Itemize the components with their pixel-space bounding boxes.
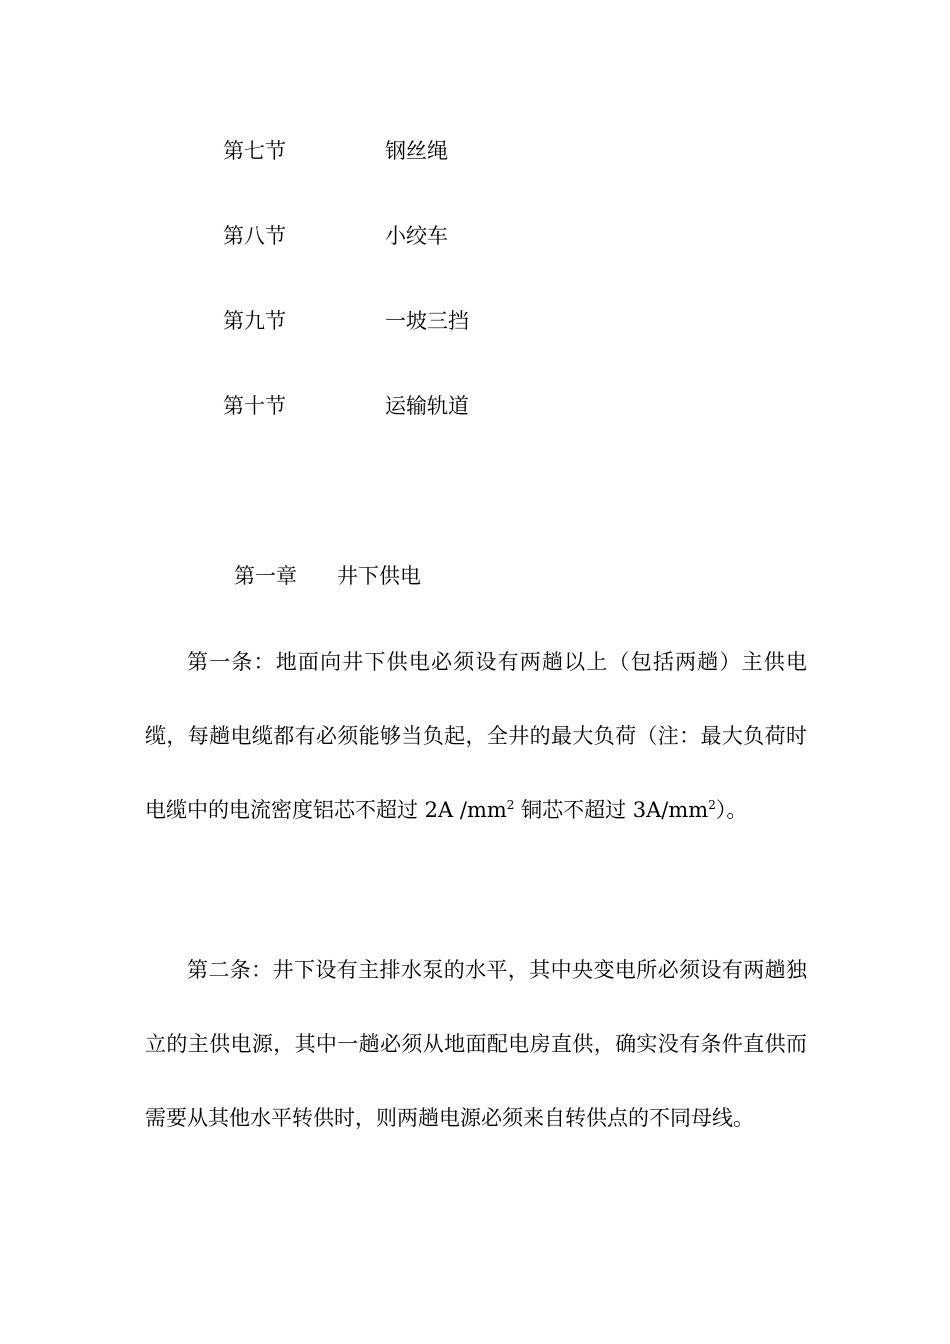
- article-1-text-end: ）。: [715, 798, 748, 822]
- article-2: [145, 933, 807, 1155]
- article-1-text: 第一条：地面向井下供电必须设有两趟以上（包括两趟）主供电缆，每趟电缆都有必须能够当负起，全井的最大负荷（注：最大负荷时电缆中的电流密度铝芯不超过 2A /mm: [145, 650, 807, 822]
- toc-section-number: 第八节: [223, 224, 286, 248]
- chapter-heading: [234, 561, 421, 591]
- article-2-text: 第二条：井下设有主排水泵的水平，其中央变电所必须设有两趟独立的主供电源，其中一趟必须从地面配电房直供，确实没有条件直供而需要从其他水平转供时，则两趟电源必须来自转供点的不同母线。: [145, 958, 807, 1130]
- toc-section-number: 第十节: [223, 394, 286, 418]
- superscript-2: 2: [708, 798, 716, 812]
- toc-row: [0, 221, 950, 251]
- toc-section-title: 一坡三挡: [385, 309, 469, 333]
- toc-section-title: 钢丝绳: [385, 139, 448, 163]
- toc-row: [0, 136, 950, 166]
- chapter-title: 井下供电: [337, 564, 421, 588]
- chapter-number: 第一章: [234, 564, 297, 588]
- toc-section-title: 运输轨道: [385, 394, 469, 418]
- toc-section-number: 第七节: [223, 139, 286, 163]
- article-1-text-cont: 铜芯不超过 3A/mm: [514, 798, 709, 822]
- article-1: [145, 625, 807, 847]
- toc-row: [0, 306, 950, 336]
- toc-row: [0, 391, 950, 421]
- toc-section-title: 小绞车: [385, 224, 448, 248]
- toc-section-number: 第九节: [223, 309, 286, 333]
- superscript-2: 2: [506, 798, 515, 812]
